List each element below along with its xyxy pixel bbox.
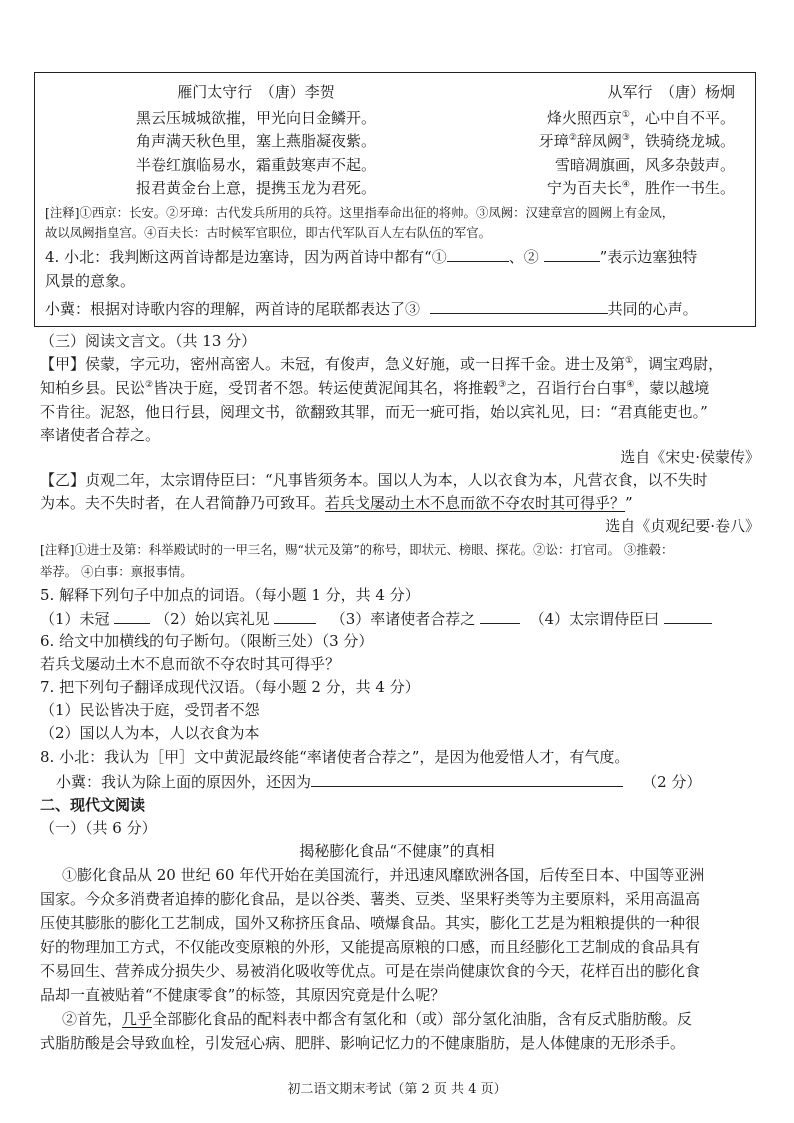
right-poem-line	[435, 130, 735, 154]
article-line: 不易回生、营养成分损失少、易被消化吸收等优点。可是在崇尚健康饮食的今天，花样百出的膨化食	[40, 962, 701, 980]
answer-blank-2[interactable]	[544, 245, 600, 262]
poem-box	[34, 72, 756, 327]
passage-text: 知柏乡县。民讼	[40, 379, 146, 397]
footnote-marker: ③	[621, 133, 630, 143]
footnote-marker: ④	[626, 380, 635, 390]
poem-text: 辞凤阙	[576, 132, 622, 150]
answer-blank[interactable]	[480, 607, 520, 624]
underlined-sentence: 若兵戈屡动土木不息而欲不夺农时其可得乎？	[325, 494, 626, 512]
q5-item: （2）始以宾礼见	[155, 610, 270, 628]
underlined-word: 几乎	[122, 1010, 153, 1028]
answer-blank[interactable]	[311, 770, 623, 787]
article-text: ②首先，	[62, 1010, 123, 1028]
left-poem-title: 雁门太守行 （唐）李贺	[177, 83, 335, 101]
question-7-item: （1）民讼皆决于庭，受罚者不怨	[40, 701, 260, 719]
poem-text: 宁为百夫长	[546, 179, 622, 197]
footnote-marker: ①	[625, 356, 634, 366]
article-title: 揭秘膨化食品“不健康”的真相	[299, 842, 495, 860]
answer-blank[interactable]	[274, 607, 316, 624]
footnote-marker: ④	[621, 180, 630, 190]
passage-text: ，调宝鸡尉，	[633, 355, 724, 373]
poem-text: ，心中自不平。	[629, 108, 735, 127]
question-6: 6. 给文中加横线的句子断句。（限断三处）（3 分）	[40, 632, 374, 650]
article-line: 压使其膨胀的膨化工艺制成，国外又称挤压食品、喷爆食品。其实，膨化工艺是为粗粮提供的一种很	[40, 914, 701, 932]
passage-yi-line	[40, 492, 760, 513]
left-poem-line: 黑云压城城欲摧，甲光向日金鳞开。	[135, 108, 376, 127]
passage-text: 为本。夫不失时者，在人君简静乃可致耳。	[40, 494, 326, 512]
right-poem-line	[435, 177, 735, 201]
left-poem-line: 报君黄金台上意，提携玉龙为君死。	[135, 179, 376, 197]
q4-text: 风景的意象。	[45, 272, 136, 290]
q4-text: 共同的心声。	[607, 300, 698, 318]
article-line	[62, 1008, 762, 1029]
passage-text: ”	[625, 494, 633, 512]
passage-jia-line: 不肯往。泥怒，他日行县，阅理文书，欲翻致其罪，而无一疵可指，始以宾礼见，曰：“君真能吏也。”	[40, 403, 708, 421]
question-6-text: 若兵戈屡动土木不息而欲不夺农时其可得乎？	[40, 655, 341, 673]
answer-blank[interactable]	[114, 607, 150, 624]
question-7: 7. 把下列句子翻译成现代汉语。（每小题 2 分，共 4 分）	[40, 678, 420, 696]
q5-item: （3）率诸使者合荐之	[330, 610, 476, 628]
passage-text: 之，召诣行台白事	[506, 379, 627, 397]
passage-jia-line	[40, 353, 760, 374]
passage-text: ，蒙以越境	[634, 379, 710, 397]
article-line: 品却一直被贴着“不健康零食”的标签，其原因究竟是什么呢？	[40, 986, 446, 1004]
right-poem-title: 从军行 （唐）杨炯	[607, 83, 735, 101]
passage-source: 选自《贞观纪要·卷八》	[605, 517, 760, 535]
poem-text: ，胜作一书生。	[629, 179, 735, 197]
q4-text: ”表示边塞独特	[599, 248, 698, 266]
section-heading: （三）阅读文言文。（共 13 分）	[40, 332, 257, 350]
question-8-reply	[56, 770, 760, 792]
question-8: 8. 小北：我认为［甲］文中黄泥最终能“率诸使者合荐之”，是因为他爱惜人才，有气度。	[40, 748, 630, 766]
footnote-marker: ②	[568, 133, 577, 143]
q5-item: （4）太宗谓侍臣曰	[529, 610, 660, 628]
answer-blank-3[interactable]	[430, 297, 608, 314]
q4-text: 、②	[508, 248, 539, 266]
passage-source: 选自《宋史·侯蒙传》	[620, 448, 760, 466]
q8-text: 小冀：我认为除上面的原因外，还因为	[56, 773, 312, 791]
passage-yi-line: 【乙】贞观二年，太宗谓侍臣曰：“凡事皆须务本。国以人为本，人以衣食为本，凡营衣食，以不失时	[40, 471, 708, 489]
article-text: 全部膨化食品的配料表中都含有氢化和（或）部分氢化油脂，含有反式脂肪酸。反	[152, 1010, 693, 1028]
poem-text: 烽火照西京	[546, 108, 622, 127]
q8-score: （2 分）	[642, 773, 702, 791]
annotation-line: 举荐。 ④白事：禀报事情。	[40, 564, 193, 579]
left-poem-line: 半卷红旗临易水，霜重鼓寒声不起。	[135, 155, 376, 174]
footnote-marker: ①	[621, 109, 630, 120]
footnote-marker: ③	[498, 380, 507, 390]
article-line: ①膨化食品从 20 世纪 60 年代开始在美国流行，并迅速风靡欧洲各国，后传至日本、中国等亚洲	[62, 866, 705, 884]
left-poem	[91, 81, 421, 201]
question-4	[45, 245, 747, 321]
page-footer: 初二语文期末考试（第 2 页 共 4 页）	[287, 1082, 507, 1097]
right-poem	[435, 81, 735, 201]
passage-jia-line	[40, 377, 760, 398]
right-poem-line: 雪暗凋旗画，风多杂鼓声。	[554, 155, 735, 174]
question-5: 5. 解释下列句子中加点的词语。（每小题 1 分，共 4 分）	[40, 586, 420, 604]
answer-blank-1[interactable]	[447, 245, 509, 262]
poem-text: ，铁骑绕龙城。	[629, 132, 735, 150]
section-heading: 二、现代文阅读	[40, 796, 146, 814]
annotation-line: 故以凤阙指皇宫。④百夫长：古时候军官职位，即古代军队百人左右队伍的军官。	[45, 224, 492, 240]
question-7-item: （2）国以人为本，人以衣食为本	[40, 724, 260, 742]
article-line: 国家。今众多消费者追捧的膨化食品，是以谷类、薯类、豆类、坚果籽类等为主要原料，采用高温高	[40, 890, 701, 908]
q4-text: 小冀：根据对诗歌内容的理解，两首诗的尾联都表达了③	[45, 300, 421, 318]
passage-text: 【甲】侯蒙，字元功，密州高密人。未冠，有俊声，急义好施，或一日挥千金。进士及第	[40, 355, 626, 373]
q5-item: （1）未冠	[40, 610, 110, 628]
section-subheading: （一）（共 6 分）	[40, 819, 157, 837]
poem-annotation	[45, 203, 745, 242]
question-5-items	[40, 607, 760, 629]
left-poem-line: 角声满天秋色里，塞上燕脂凝夜紫。	[135, 132, 376, 150]
passage-jia-line: 率诸使者合荐之。	[40, 426, 161, 444]
annotation-line: [注释]①西京：长安。②牙璋：古代发兵所用的兵符。这里指奉命出征的将帅。③凤阙：汉建章宫的圆阙上有金凤，	[45, 205, 675, 220]
right-poem-line	[435, 107, 735, 131]
article-line: 好的物理加工方式，不仅能改变原粮的外形，又能提高原粮的口感，而且经膨化工艺制成的食品具有	[40, 938, 701, 956]
passage-text: 皆决于庭，受罚者不怨。转运使黄泥闻其名，将推毂	[153, 379, 499, 397]
q4-text: 4. 小北：我判断这两首诗都是边塞诗，因为两首诗中都有“①	[45, 248, 447, 266]
poem-text: 牙璋	[538, 132, 569, 150]
footnote-marker: ②	[145, 380, 154, 390]
annotation-line: [注释]①进士及第：科举殿试时的一甲三名，赐“状元及第”的称号，即状元、榜眼、探花。②讼：打官司。 ③推毂：	[40, 542, 674, 557]
answer-blank[interactable]	[664, 607, 712, 624]
article-line: 式脂肪酸是会导致血栓，引发冠心病、肥胖、影响记忆力的不健康脂肪，是人体健康的无形杀手。	[40, 1034, 686, 1052]
